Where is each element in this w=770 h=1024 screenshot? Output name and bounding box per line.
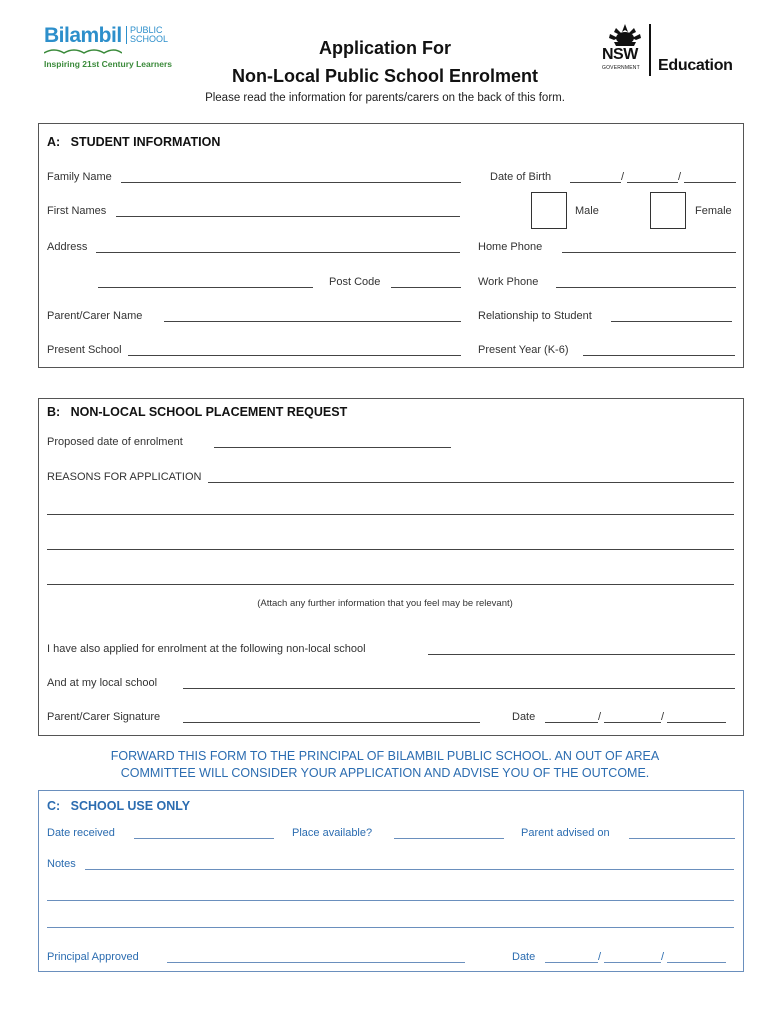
dob-month-field[interactable]: [627, 182, 678, 183]
family-name-field[interactable]: [121, 182, 461, 183]
present-school-label: Present School: [47, 344, 122, 356]
signature-date-label: Date: [512, 711, 536, 723]
date-separator: /: [661, 951, 665, 963]
work-phone-label: Work Phone: [478, 276, 539, 288]
male-checkbox[interactable]: [531, 192, 567, 229]
post-code-label: Post Code: [329, 276, 381, 288]
signature-field[interactable]: [183, 722, 480, 723]
nsw-education-logo: [602, 22, 742, 78]
local-school-label: And at my local school: [47, 677, 158, 689]
form-subtitle: Please read the information for parents/carers on the back of this form.: [205, 92, 565, 104]
first-names-label: First Names: [47, 205, 107, 217]
school-date-day[interactable]: [545, 962, 598, 963]
section-c-box: [38, 790, 744, 972]
principal-approved-field[interactable]: [167, 962, 465, 963]
school-date-year[interactable]: [667, 962, 726, 963]
principal-approved-label: Principal Approved: [47, 951, 139, 963]
reasons-label: REASONS FOR APPLICATION: [47, 471, 202, 483]
signature-date-day[interactable]: [545, 722, 598, 723]
female-checkbox[interactable]: [650, 192, 686, 229]
date-of-birth-label: Date of Birth: [490, 171, 552, 183]
address-label: Address: [47, 241, 88, 253]
present-year-label: Present Year (K-6): [478, 344, 569, 356]
present-year-field[interactable]: [583, 355, 735, 356]
parent-name-label: Parent/Carer Name: [47, 310, 143, 322]
notes-line-2[interactable]: [47, 900, 734, 901]
logo-divider: [649, 24, 651, 76]
dob-separator: /: [621, 171, 625, 183]
parent-name-field[interactable]: [164, 321, 461, 322]
dob-separator: /: [678, 171, 682, 183]
address-line2-field[interactable]: [98, 287, 313, 288]
first-names-field[interactable]: [116, 216, 460, 217]
education-text: Education: [658, 57, 733, 74]
also-applied-label: I have also applied for enrolment at the following non-local school: [47, 643, 366, 655]
form-title-line2: Non-Local Public School Enrolment: [231, 66, 539, 86]
relationship-label: Relationship to Student: [478, 310, 592, 322]
logo-tagline: Inspiring 21st Century Learners: [44, 59, 173, 69]
reasons-line-3[interactable]: [47, 549, 734, 550]
parent-advised-field[interactable]: [629, 838, 735, 839]
form-title-line1: Application For: [319, 38, 451, 58]
place-available-field[interactable]: [394, 838, 504, 839]
section-a-title: A: STUDENT INFORMATION: [47, 135, 221, 149]
present-school-field[interactable]: [128, 355, 461, 356]
reasons-line-2[interactable]: [47, 514, 734, 515]
waratah-icon: [606, 22, 644, 46]
attach-note: (Attach any further information that you feel may be relevant): [257, 598, 513, 609]
male-label: Male: [575, 205, 599, 217]
signature-date-month[interactable]: [604, 722, 661, 723]
home-phone-field[interactable]: [562, 252, 736, 253]
dob-day-field[interactable]: [570, 182, 621, 183]
date-separator: /: [598, 951, 602, 963]
home-phone-label: Home Phone: [478, 241, 543, 253]
notes-line-3[interactable]: [47, 927, 734, 928]
date-separator: /: [598, 711, 602, 723]
notes-label: Notes: [47, 858, 76, 870]
place-available-label: Place available?: [292, 827, 373, 839]
nsw-government-text: GOVERNMENT: [602, 65, 640, 71]
notes-field[interactable]: [85, 869, 734, 870]
logo-wordmark: Bilambil: [44, 24, 122, 47]
school-date-label: Date: [512, 951, 536, 963]
date-separator: /: [661, 711, 665, 723]
signature-date-year[interactable]: [667, 722, 726, 723]
section-c-title: C: SCHOOL USE ONLY: [47, 799, 191, 813]
female-label: Female: [695, 205, 732, 217]
nsw-text: NSW: [602, 46, 638, 63]
post-code-field[interactable]: [391, 287, 461, 288]
school-date-month[interactable]: [604, 962, 661, 963]
address-field[interactable]: [96, 252, 460, 253]
reasons-line-4[interactable]: [47, 584, 734, 585]
date-received-field[interactable]: [134, 838, 274, 839]
proposed-date-field[interactable]: [214, 447, 451, 448]
relationship-field[interactable]: [611, 321, 732, 322]
dob-year-field[interactable]: [684, 182, 736, 183]
family-name-label: Family Name: [47, 171, 112, 183]
forward-notice-line1: FORWARD THIS FORM TO THE PRINCIPAL OF BILAMBIL PUBLIC SCHOOL. AN OUT OF AREA: [110, 749, 660, 763]
also-applied-field[interactable]: [428, 654, 735, 655]
parent-advised-label: Parent advised on: [521, 827, 610, 839]
section-b-title: B: NON-LOCAL SCHOOL PLACEMENT REQUEST: [47, 405, 348, 419]
logo-public-school: PUBLIC SCHOOL: [126, 26, 168, 44]
local-school-field[interactable]: [183, 688, 735, 689]
signature-label: Parent/Carer Signature: [47, 711, 161, 723]
forward-notice-line2: COMMITTEE WILL CONSIDER YOUR APPLICATION AND ADVISE YOU OF THE OUTCOME.: [120, 766, 650, 780]
proposed-date-label: Proposed date of enrolment: [47, 436, 183, 448]
date-received-label: Date received: [47, 827, 115, 839]
reasons-field[interactable]: [208, 482, 734, 483]
work-phone-field[interactable]: [556, 287, 736, 288]
section-a-box: [38, 123, 744, 368]
